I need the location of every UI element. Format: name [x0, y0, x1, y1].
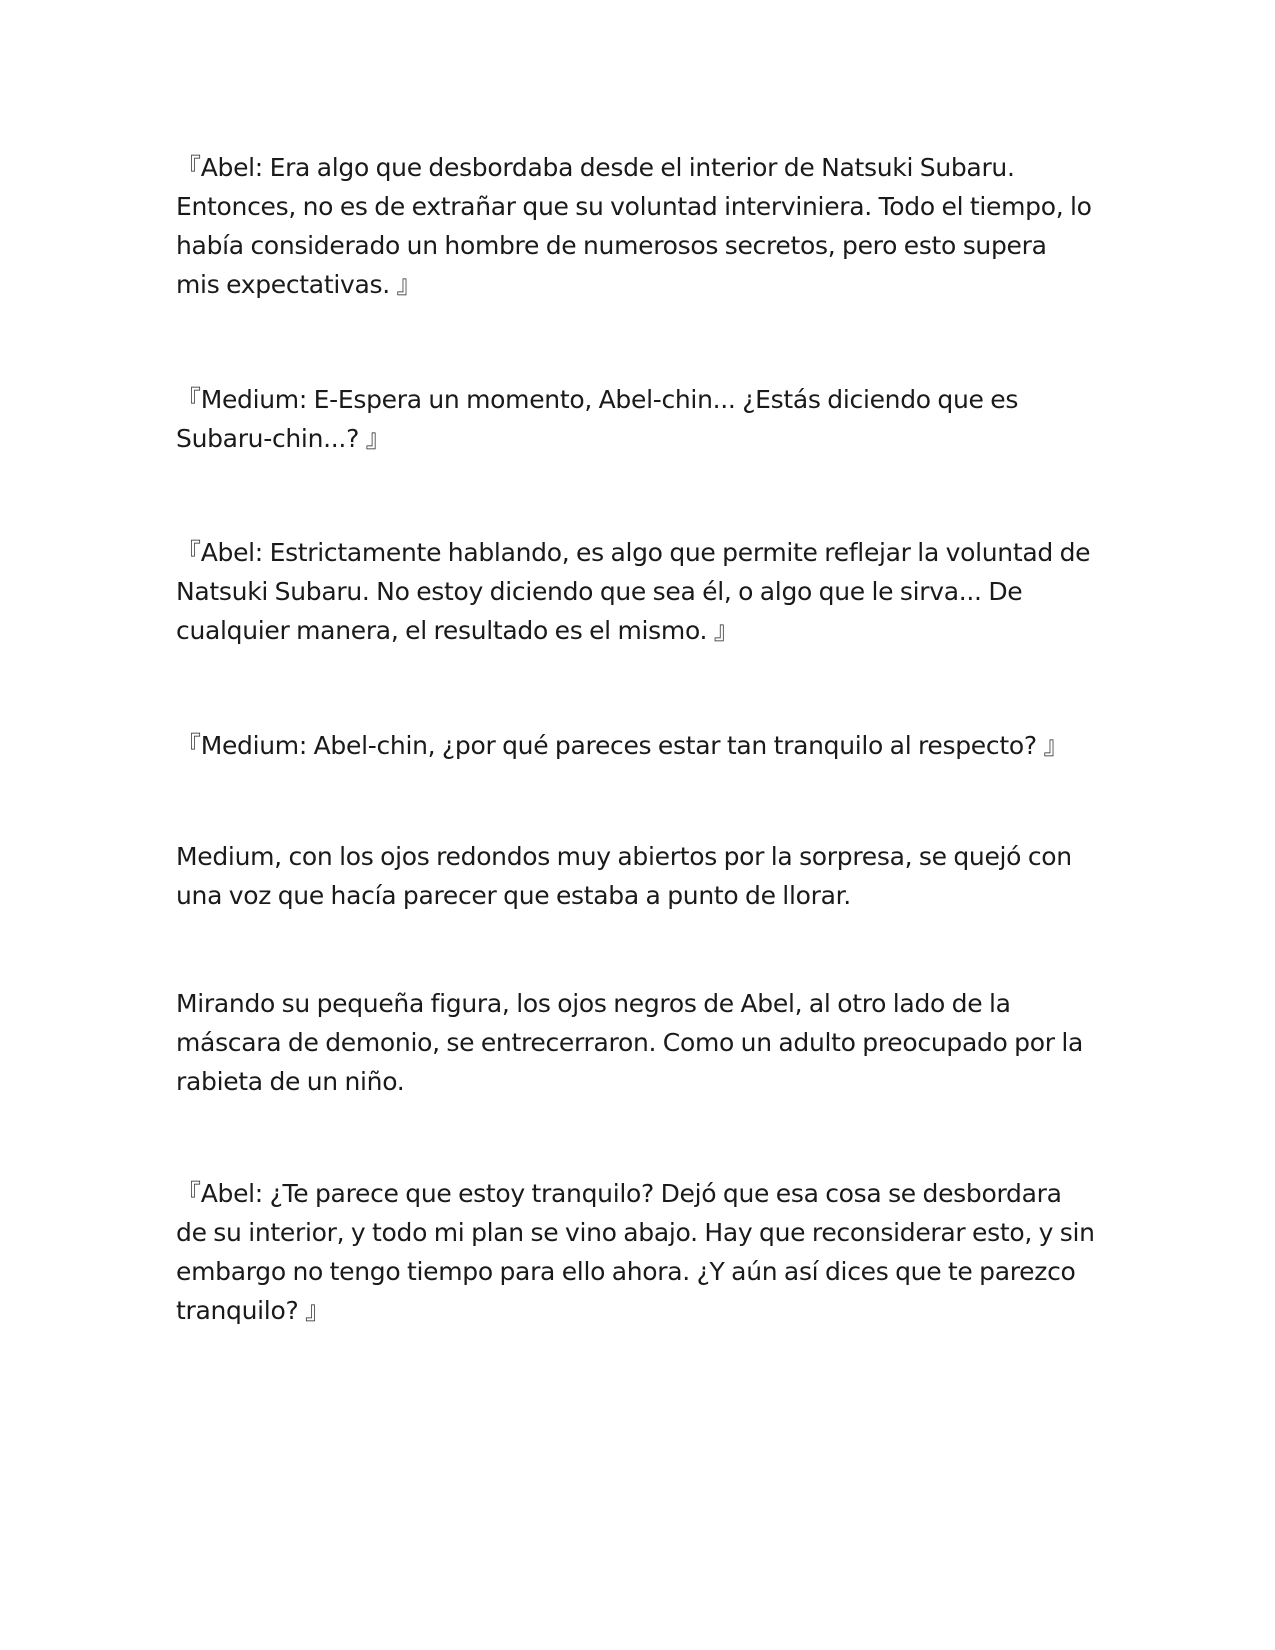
paragraph-dialogue-abel-2: 『Abel: Estrictamente hablando, es algo que permite reflejar la voluntad de Natsuki Subaru. No estoy diciendo que sea él, o algo que le sirva... De cualquier manera, el resultado es el mismo. 』	[176, 538, 1097, 645]
paragraph-narration-1: Medium, con los ojos redondos muy abiertos por la sorpresa, se quejó con una voz que hacía parecer que estaba a punto de llorar.	[176, 842, 1079, 910]
paragraph-dialogue-medium-1: 『Medium: E-Espera un momento, Abel-chin... ¿Estás diciendo que es Subaru-chin...? 』	[176, 385, 1025, 453]
paragraph-dialogue-abel-1: 『Abel: Era algo que desbordaba desde el interior de Natsuki Subaru. Entonces, no es de extrañar que su voluntad interviniera. Todo el tiempo, lo había considerado un hombre de numerosos secretos, pero esto supera mis expectativas. 』	[176, 153, 1099, 299]
paragraph-dialogue-medium-2: 『Medium: Abel-chin, ¿por qué pareces estar tan tranquilo al respecto? 』	[176, 731, 1069, 760]
paragraph-narration-2: Mirando su pequeña figura, los ojos negros de Abel, al otro lado de la máscara de demonio, se entrecerraron. Como un adulto preocupado por la rabieta de un niño.	[176, 989, 1090, 1096]
paragraph-dialogue-abel-3: 『Abel: ¿Te parece que estoy tranquilo? Dejó que esa cosa se desbordara de su interior, y todo mi plan se vino abajo. Hay que reconsiderar esto, y sin embargo no tengo tiempo para ello ahora. ¿Y aún así dices que te parezco tranquilo? 』	[176, 1179, 1102, 1325]
